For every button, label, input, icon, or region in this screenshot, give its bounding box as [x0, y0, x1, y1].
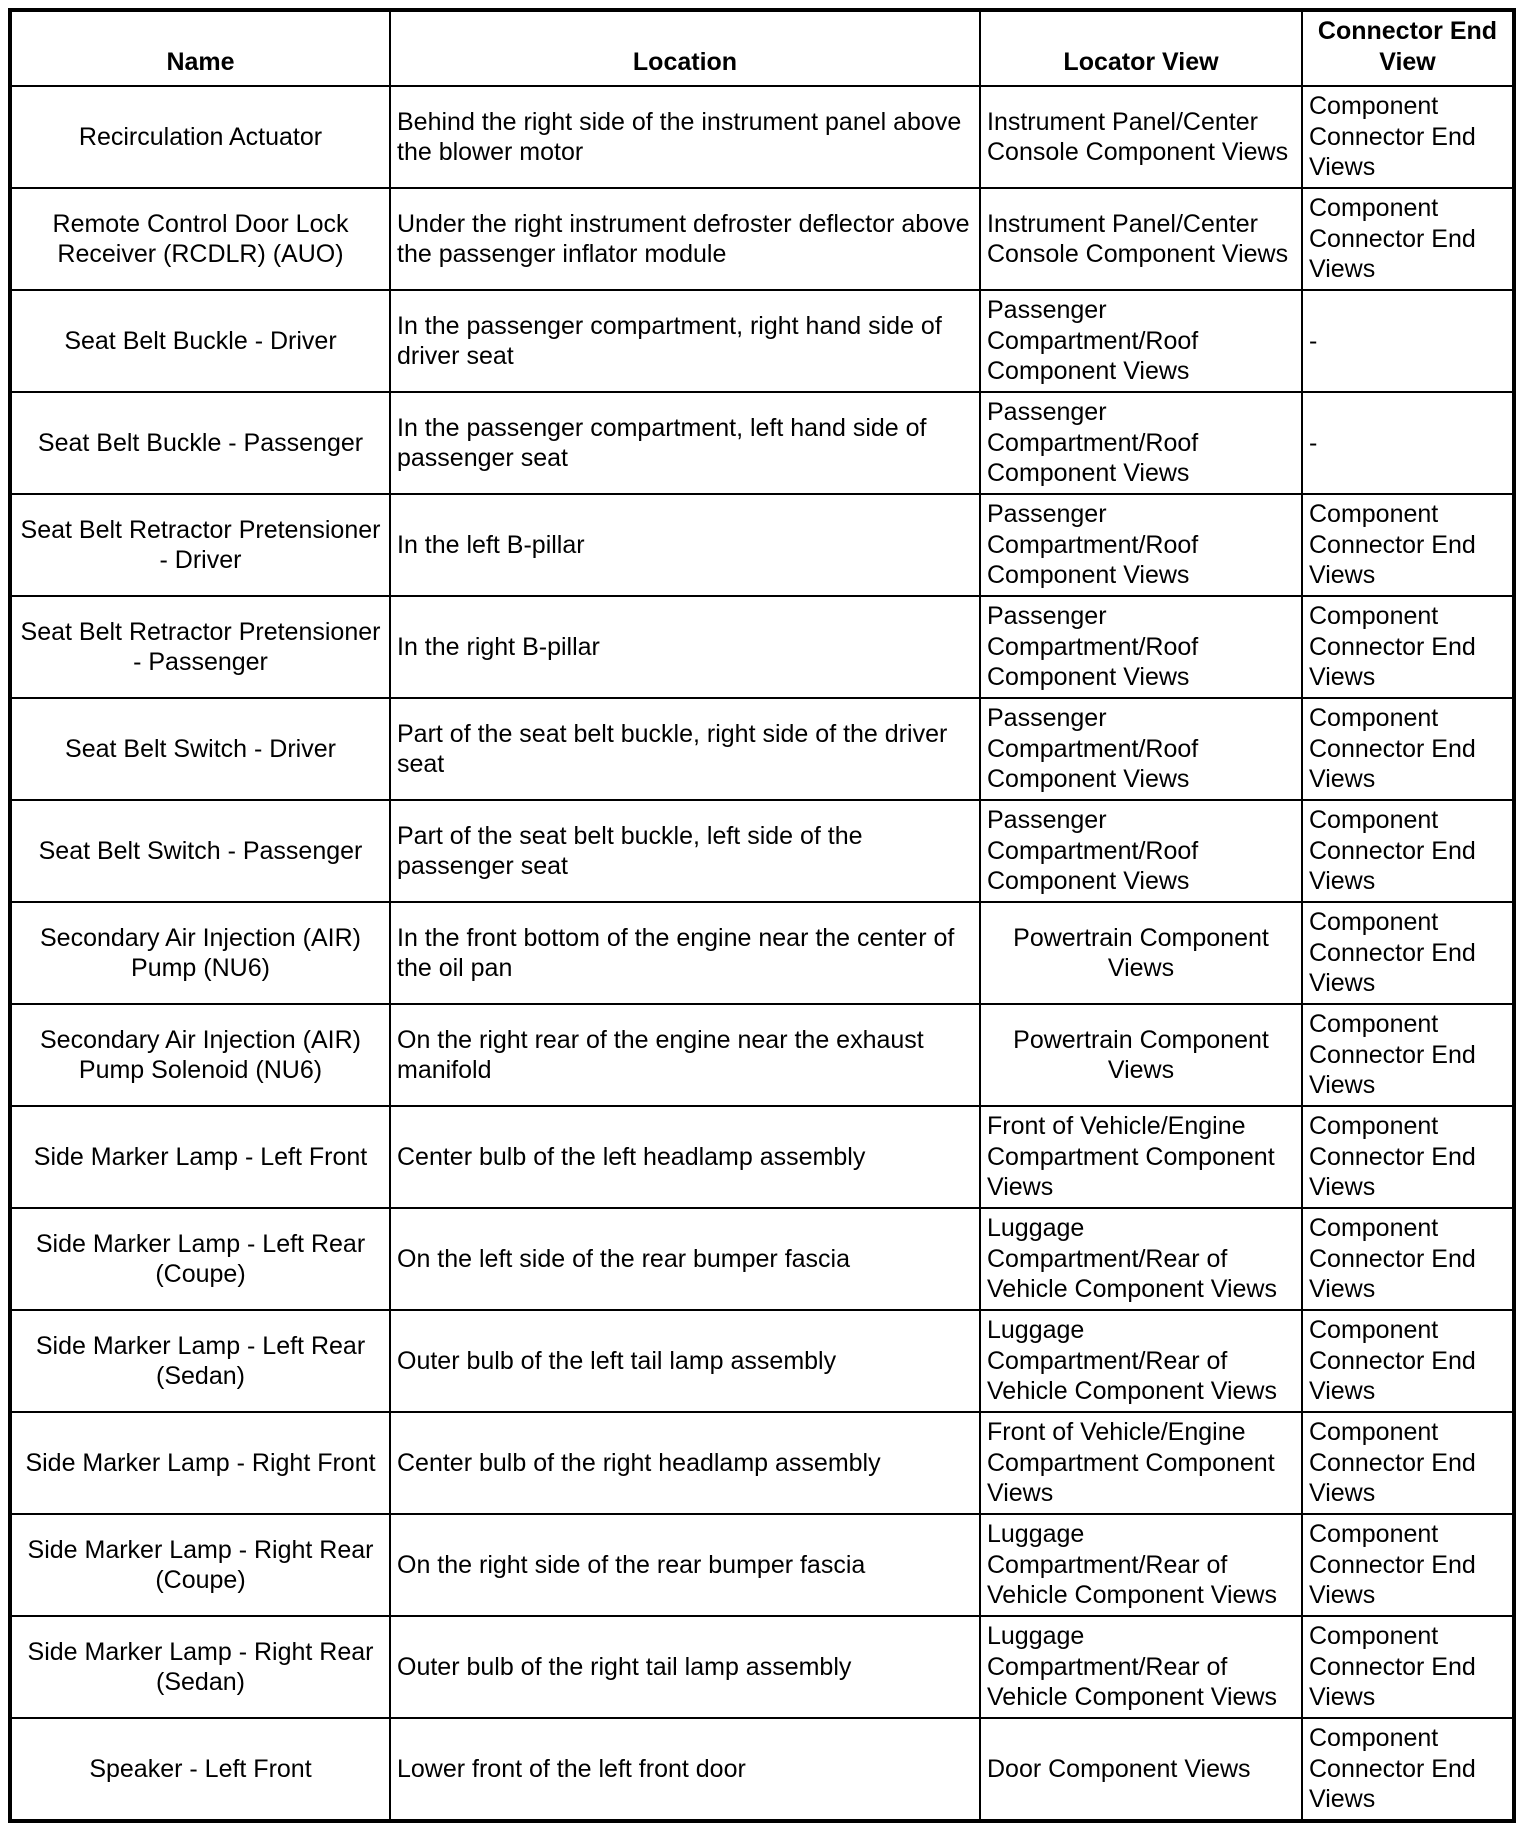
- cell-location: Under the right instrument defroster deflector above the passenger inflator module: [390, 188, 980, 290]
- cell-locator-view: Instrument Panel/⁠Center Console Component Views: [980, 86, 1302, 188]
- cell-connector-end-view: -: [1302, 290, 1514, 392]
- cell-location: Center bulb of the left headlamp assembly: [390, 1106, 980, 1208]
- table-row: [10, 1310, 1514, 1412]
- cell-name: Seat Belt Switch - Passenger: [10, 800, 390, 902]
- cell-locator-view: Door Component Views: [980, 1718, 1302, 1821]
- cell-location: Part of the seat belt buckle, left side of the passenger seat: [390, 800, 980, 902]
- cell-location: In the passenger compartment, right hand side of driver seat: [390, 290, 980, 392]
- table-row: [10, 290, 1514, 392]
- cell-location: On the right side of the rear bumper fascia: [390, 1514, 980, 1616]
- cell-locator-view: Passenger Compartment/⁠Roof Component Views: [980, 698, 1302, 800]
- cell-locator-view: Passenger Compartment/⁠Roof Component Views: [980, 290, 1302, 392]
- table-row: [10, 1106, 1514, 1208]
- cell-locator-view: Luggage Compartment/⁠Rear of Vehicle Component Views: [980, 1310, 1302, 1412]
- cell-location: In the front bottom of the engine near the center of the oil pan: [390, 902, 980, 1004]
- table-row: [10, 1514, 1514, 1616]
- cell-connector-end-view: Component Connector End Views: [1302, 698, 1514, 800]
- cell-name: Recirculation Actuator: [10, 86, 390, 188]
- header-locator-view: Locator View: [980, 10, 1302, 86]
- cell-locator-view: Luggage Compartment/⁠Rear of Vehicle Component Views: [980, 1208, 1302, 1310]
- cell-name: Seat Belt Switch - Driver: [10, 698, 390, 800]
- cell-connector-end-view: Component Connector End Views: [1302, 86, 1514, 188]
- cell-locator-view: Powertrain Component Views: [980, 1004, 1302, 1106]
- cell-connector-end-view: Component Connector End Views: [1302, 188, 1514, 290]
- cell-name: Side Marker Lamp - Right Rear (Coupe): [10, 1514, 390, 1616]
- component-location-table: [8, 8, 1516, 1823]
- cell-locator-view: Passenger Compartment/⁠Roof Component Views: [980, 596, 1302, 698]
- cell-name: Speaker - Left Front: [10, 1718, 390, 1821]
- cell-name: Side Marker Lamp - Right Rear (Sedan): [10, 1616, 390, 1718]
- cell-location: Center bulb of the right headlamp assembly: [390, 1412, 980, 1514]
- table-row: [10, 1208, 1514, 1310]
- cell-location: In the right B-pillar: [390, 596, 980, 698]
- cell-connector-end-view: Component Connector End Views: [1302, 596, 1514, 698]
- cell-name: Seat Belt Buckle - Driver: [10, 290, 390, 392]
- cell-connector-end-view: Component Connector End Views: [1302, 1616, 1514, 1718]
- cell-connector-end-view: Component Connector End Views: [1302, 1718, 1514, 1821]
- cell-connector-end-view: Component Connector End Views: [1302, 1412, 1514, 1514]
- cell-connector-end-view: Component Connector End Views: [1302, 902, 1514, 1004]
- cell-location: Behind the right side of the instrument panel above the blower motor: [390, 86, 980, 188]
- cell-connector-end-view: Component Connector End Views: [1302, 1310, 1514, 1412]
- table-header: [10, 10, 1514, 86]
- table-row: [10, 596, 1514, 698]
- cell-locator-view: Front of Vehicle/⁠Engine Compartment Component Views: [980, 1106, 1302, 1208]
- cell-connector-end-view: -: [1302, 392, 1514, 494]
- cell-location: In the left B-pillar: [390, 494, 980, 596]
- cell-connector-end-view: Component Connector End Views: [1302, 1208, 1514, 1310]
- table-row: [10, 1004, 1514, 1106]
- cell-locator-view: Passenger Compartment/⁠Roof Component Views: [980, 800, 1302, 902]
- header-row: [10, 10, 1514, 86]
- cell-name: Remote Control Door Lock Receiver (RCDLR) (AUO): [10, 188, 390, 290]
- cell-name: Side Marker Lamp - Left Front: [10, 1106, 390, 1208]
- header-connector-end-view: Connector End View: [1302, 10, 1514, 86]
- cell-connector-end-view: Component Connector End Views: [1302, 494, 1514, 596]
- table-row: [10, 494, 1514, 596]
- table-row: [10, 902, 1514, 1004]
- cell-location: Outer bulb of the right tail lamp assembly: [390, 1616, 980, 1718]
- cell-locator-view: Luggage Compartment/⁠Rear of Vehicle Component Views: [980, 1616, 1302, 1718]
- cell-location: Part of the seat belt buckle, right side of the driver seat: [390, 698, 980, 800]
- header-location: Location: [390, 10, 980, 86]
- cell-locator-view: Passenger Compartment/⁠Roof Component Views: [980, 392, 1302, 494]
- table-row: [10, 392, 1514, 494]
- cell-location: Outer bulb of the left tail lamp assembly: [390, 1310, 980, 1412]
- table-row: [10, 698, 1514, 800]
- cell-locator-view: Front of Vehicle/⁠Engine Compartment Component Views: [980, 1412, 1302, 1514]
- cell-locator-view: Powertrain Component Views: [980, 902, 1302, 1004]
- table-body: [10, 86, 1514, 1821]
- cell-location: In the passenger compartment, left hand side of passenger seat: [390, 392, 980, 494]
- cell-name: Secondary Air Injection (AIR) Pump Solenoid (NU6): [10, 1004, 390, 1106]
- table-row: [10, 86, 1514, 188]
- cell-name: Secondary Air Injection (AIR) Pump (NU6): [10, 902, 390, 1004]
- cell-connector-end-view: Component Connector End Views: [1302, 1004, 1514, 1106]
- cell-location: On the right rear of the engine near the exhaust manifold: [390, 1004, 980, 1106]
- cell-name: Side Marker Lamp - Left Rear (Coupe): [10, 1208, 390, 1310]
- cell-locator-view: Passenger Compartment/⁠Roof Component Views: [980, 494, 1302, 596]
- cell-locator-view: Luggage Compartment/⁠Rear of Vehicle Component Views: [980, 1514, 1302, 1616]
- cell-location: Lower front of the left front door: [390, 1718, 980, 1821]
- cell-name: Seat Belt Retractor Pretensioner - Driver: [10, 494, 390, 596]
- cell-location: On the left side of the rear bumper fascia: [390, 1208, 980, 1310]
- cell-name: Side Marker Lamp - Right Front: [10, 1412, 390, 1514]
- table-row: [10, 1718, 1514, 1821]
- table-row: [10, 1412, 1514, 1514]
- cell-name: Seat Belt Retractor Pretensioner - Passenger: [10, 596, 390, 698]
- document-page: [0, 8, 1520, 1834]
- table-row: [10, 188, 1514, 290]
- cell-locator-view: Instrument Panel/⁠Center Console Component Views: [980, 188, 1302, 290]
- header-name: Name: [10, 10, 390, 86]
- table-row: [10, 1616, 1514, 1718]
- cell-connector-end-view: Component Connector End Views: [1302, 1106, 1514, 1208]
- cell-connector-end-view: Component Connector End Views: [1302, 800, 1514, 902]
- cell-connector-end-view: Component Connector End Views: [1302, 1514, 1514, 1616]
- table-row: [10, 800, 1514, 902]
- cell-name: Side Marker Lamp - Left Rear (Sedan): [10, 1310, 390, 1412]
- cell-name: Seat Belt Buckle - Passenger: [10, 392, 390, 494]
